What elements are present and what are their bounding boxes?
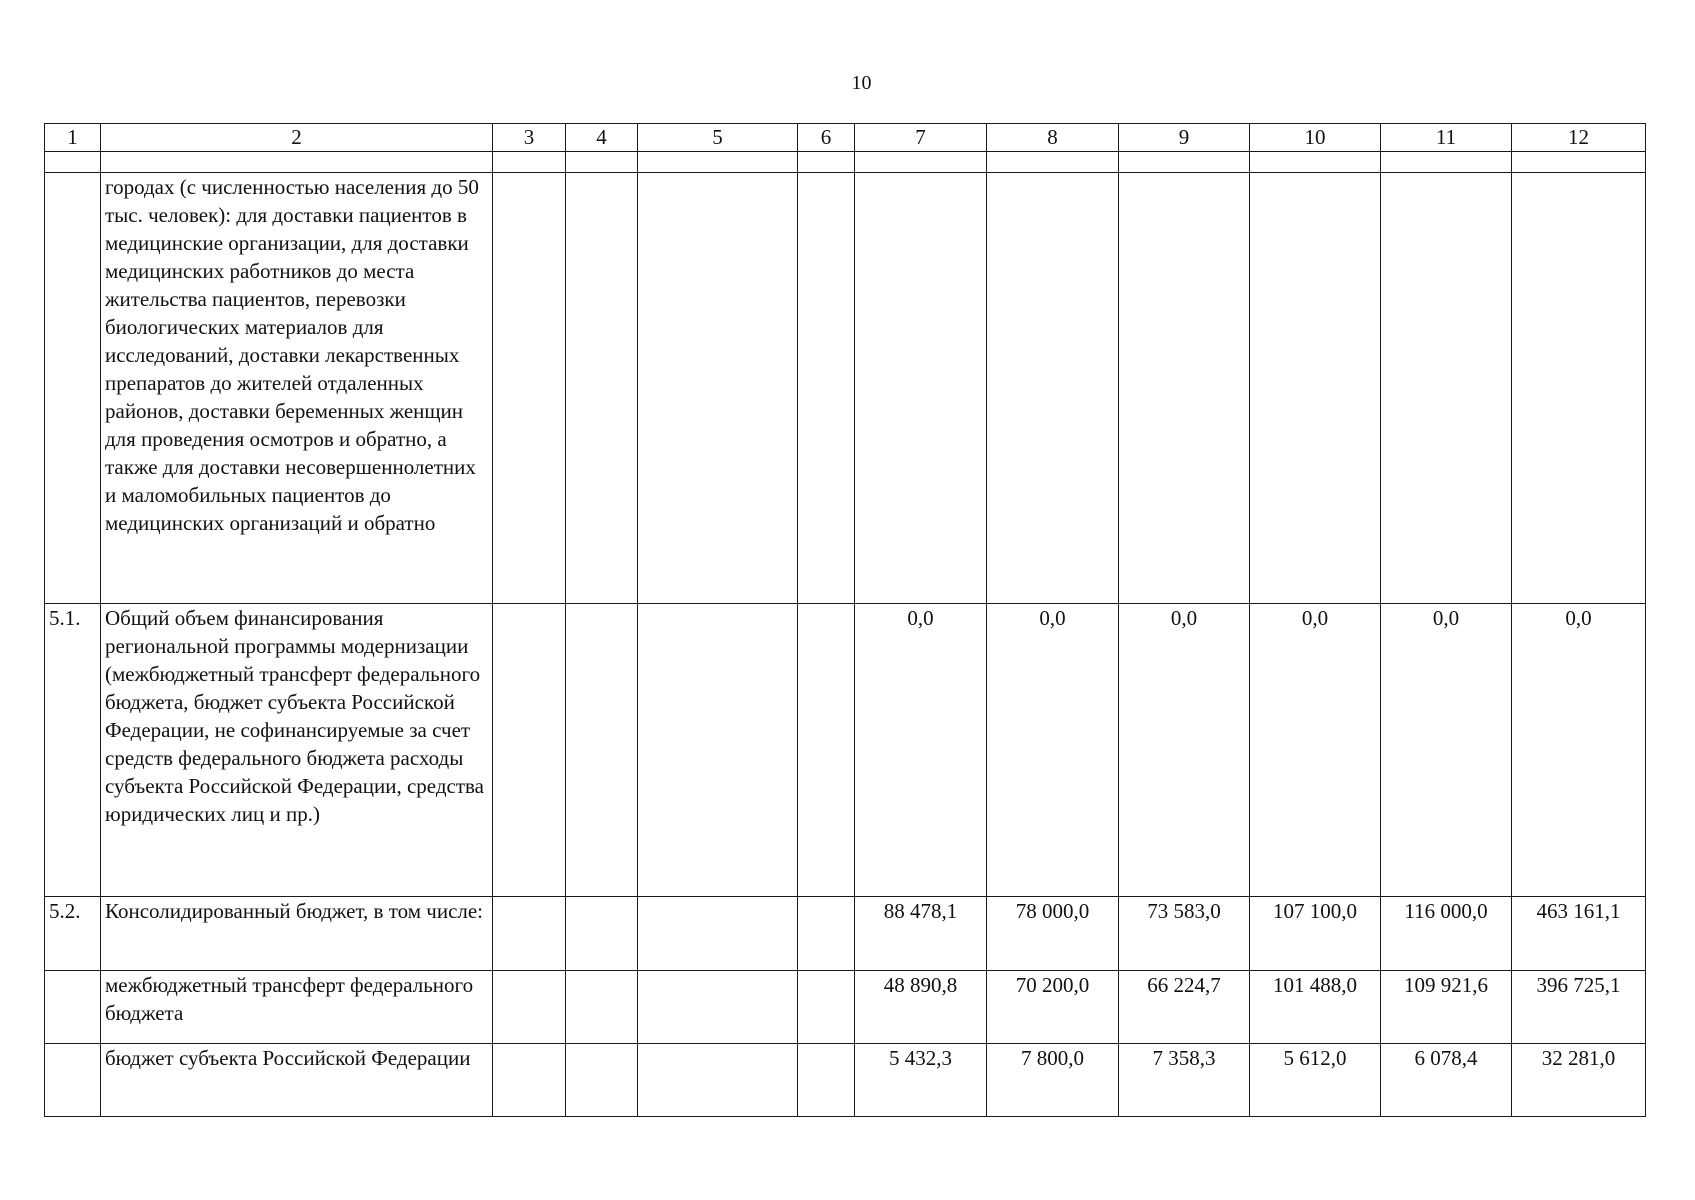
value-cell: 7 800,0 (987, 1044, 1119, 1117)
value-cell: 70 200,0 (987, 971, 1119, 1044)
value-cell: 48 890,8 (855, 971, 987, 1044)
value-cell (987, 173, 1119, 604)
row-name: городах (с численностью населения до 50 тыс. человек): для доставки пациентов в медицинские организации, для доставки медицинских работников до места жительства пациентов, перевозки биологических материалов для исследований, доставки лекарственных препаратов до жителей отдаленных районов, доставки беременных женщин для проведения осмотров и обратно, а также для доставки несовершеннолетних и маломобильных пациентов до медицинских организаций и обратно (101, 173, 493, 604)
value-cell (798, 897, 855, 971)
value-cell: 109 921,6 (1381, 971, 1512, 1044)
empty-cell (1381, 152, 1512, 173)
value-cell (566, 971, 638, 1044)
column-number: 10 (1250, 124, 1381, 152)
empty-cell (45, 152, 101, 173)
row-name: Консолидированный бюджет, в том числе: (101, 897, 493, 971)
column-number: 3 (493, 124, 566, 152)
row-name: бюджет субъекта Российской Федерации (101, 1044, 493, 1117)
column-number: 11 (1381, 124, 1512, 152)
value-cell: 0,0 (855, 604, 987, 897)
value-cell: 5 432,3 (855, 1044, 987, 1117)
value-cell: 0,0 (987, 604, 1119, 897)
value-cell (1250, 173, 1381, 604)
financing-table (44, 123, 1646, 1117)
value-cell: 0,0 (1250, 604, 1381, 897)
empty-cell (1119, 152, 1250, 173)
empty-cell (855, 152, 987, 173)
value-cell: 463 161,1 (1512, 897, 1646, 971)
value-cell: 6 078,4 (1381, 1044, 1512, 1117)
value-cell: 5 612,0 (1250, 1044, 1381, 1117)
value-cell (566, 1044, 638, 1117)
value-cell (1512, 173, 1646, 604)
column-number: 9 (1119, 124, 1250, 152)
empty-cell (638, 152, 798, 173)
value-cell (638, 971, 798, 1044)
value-cell: 116 000,0 (1381, 897, 1512, 971)
value-cell (798, 604, 855, 897)
value-cell (798, 1044, 855, 1117)
value-cell (638, 897, 798, 971)
value-cell (638, 1044, 798, 1117)
row-name: межбюджетный трансферт федерального бюджета (101, 971, 493, 1044)
value-cell: 88 478,1 (855, 897, 987, 971)
empty-cell (1250, 152, 1381, 173)
column-number: 8 (987, 124, 1119, 152)
value-cell: 107 100,0 (1250, 897, 1381, 971)
column-number: 6 (798, 124, 855, 152)
value-cell: 0,0 (1381, 604, 1512, 897)
table-row (45, 604, 1646, 897)
spacer-row (45, 152, 1646, 173)
table-row (45, 173, 1646, 604)
row-index (45, 1044, 101, 1117)
column-number: 4 (566, 124, 638, 152)
value-cell: 396 725,1 (1512, 971, 1646, 1044)
value-cell (493, 604, 566, 897)
value-cell (493, 1044, 566, 1117)
empty-cell (493, 152, 566, 173)
empty-cell (1512, 152, 1646, 173)
value-cell (566, 897, 638, 971)
column-number: 1 (45, 124, 101, 152)
table-row (45, 897, 1646, 971)
row-index: 5.2. (45, 897, 101, 971)
table-row (45, 971, 1646, 1044)
value-cell (638, 173, 798, 604)
value-cell (798, 971, 855, 1044)
page-number: 10 (851, 72, 872, 94)
empty-cell (987, 152, 1119, 173)
value-cell (1381, 173, 1512, 604)
value-cell: 66 224,7 (1119, 971, 1250, 1044)
value-cell: 73 583,0 (1119, 897, 1250, 971)
row-index: 5.1. (45, 604, 101, 897)
column-number: 2 (101, 124, 493, 152)
value-cell (493, 173, 566, 604)
column-number: 7 (855, 124, 987, 152)
value-cell: 101 488,0 (1250, 971, 1381, 1044)
value-cell (493, 971, 566, 1044)
value-cell (1119, 173, 1250, 604)
value-cell: 32 281,0 (1512, 1044, 1646, 1117)
value-cell (493, 897, 566, 971)
value-cell: 78 000,0 (987, 897, 1119, 971)
value-cell (566, 604, 638, 897)
empty-cell (566, 152, 638, 173)
empty-cell (101, 152, 493, 173)
empty-cell (798, 152, 855, 173)
value-cell: 7 358,3 (1119, 1044, 1250, 1117)
row-index (45, 173, 101, 604)
value-cell (566, 173, 638, 604)
row-index (45, 971, 101, 1044)
value-cell (798, 173, 855, 604)
value-cell (638, 604, 798, 897)
column-number: 12 (1512, 124, 1646, 152)
column-number: 5 (638, 124, 798, 152)
column-number-row (45, 124, 1646, 152)
value-cell: 0,0 (1512, 604, 1646, 897)
value-cell: 0,0 (1119, 604, 1250, 897)
table-row (45, 1044, 1646, 1117)
value-cell (855, 173, 987, 604)
row-name: Общий объем финансирования региональной программы модернизации (межбюджетный трансферт федерального бюджета, бюджет субъекта Российской Федерации, не софинансируемые за счет средств федерального бюджета расходы субъекта Российской Федерации, средства юридических лиц и пр.) (101, 604, 493, 897)
